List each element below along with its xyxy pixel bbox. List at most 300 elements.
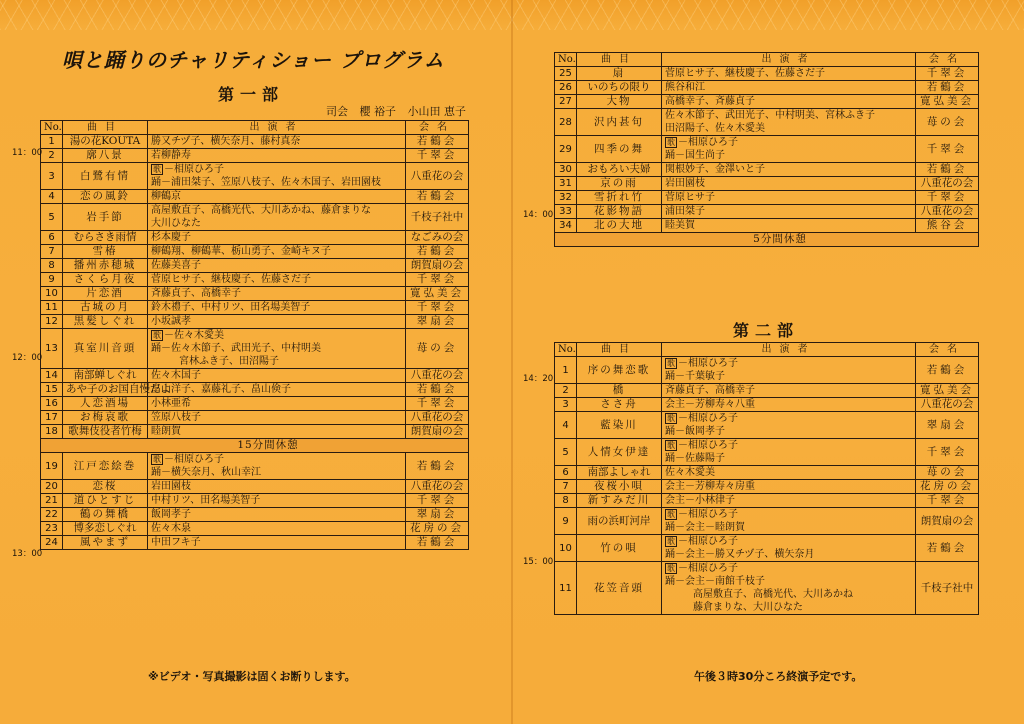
performer-line: 鈴木禮子、中村リツ、田名場美智子 <box>151 302 311 313</box>
performers-cell <box>148 494 406 508</box>
row-number: 11 <box>555 562 577 615</box>
performers-cell <box>662 384 916 398</box>
performer-line: 佐々木国子 <box>151 370 201 381</box>
performer-line: 柳鶴翔、柳鶴華、栃山勇子、金崎キヌ子 <box>151 246 331 257</box>
song-title: おもろい夫婦 <box>577 163 662 177</box>
song-title: お梅哀歌 <box>63 411 148 425</box>
group-name: 千翠会 <box>406 494 469 508</box>
table-row <box>41 522 469 536</box>
performers-cell <box>148 383 406 397</box>
performers-cell <box>662 466 916 480</box>
row-number: 6 <box>555 466 577 480</box>
time-marker: 12：00 <box>12 353 43 363</box>
performer-line: 踊－会主－勝又チヅ子、横矢奈月 <box>665 549 815 560</box>
group-name: 千翠会 <box>916 494 979 508</box>
group-name: 朗賀扇の会 <box>406 425 469 439</box>
row-number: 26 <box>555 81 577 95</box>
song-title: いのちの限り <box>577 81 662 95</box>
table-row <box>555 109 979 136</box>
table-row <box>41 190 469 204</box>
performer-line: 斉藤貞子、高橋幸子 <box>151 288 241 299</box>
part1-heading: 第一部 <box>218 85 285 104</box>
row-number: 31 <box>555 177 577 191</box>
table-row <box>555 439 979 466</box>
song-marker-box: 歌 <box>153 455 161 464</box>
performers-cell <box>662 535 916 562</box>
col-song: 曲目 <box>577 343 662 357</box>
table-row <box>555 466 979 480</box>
part2-heading: 第二部 <box>733 321 800 340</box>
group-name: 花房の会 <box>916 480 979 494</box>
table-row <box>41 163 469 190</box>
performers-cell <box>148 149 406 163</box>
performer-line: 歌 －相原ひろ子 <box>667 509 738 520</box>
performer-line: 藤倉まりな、大川ひなた <box>693 602 803 613</box>
time-marker: 15：00 <box>523 557 554 567</box>
performers-cell <box>662 439 916 466</box>
song-title: 新すみだ川 <box>577 494 662 508</box>
performers-cell <box>148 329 406 369</box>
performer-line: 歌 －相原ひろ子 <box>667 358 738 369</box>
performers-cell <box>662 398 916 412</box>
row-number: 32 <box>555 191 577 205</box>
row-number: 34 <box>555 219 577 233</box>
song-title: 恋の風鈴 <box>63 190 148 204</box>
row-number: 2 <box>555 384 577 398</box>
host-name-1: 櫻 裕子 <box>359 105 396 118</box>
end-time-notice: 午後３時30分ころ終演予定です。 <box>694 670 863 683</box>
song-marker-box: 歌 <box>667 441 675 450</box>
performer-line: 中村リツ、田名場美智子 <box>151 495 261 506</box>
performer-line: 飯岡孝子 <box>151 509 191 520</box>
table-row <box>41 411 469 425</box>
group-name: 若鶴会 <box>916 535 979 562</box>
performer-line: 歌 －相原ひろ子 <box>667 536 738 547</box>
performer-line: 中田フキ子 <box>151 537 201 548</box>
song-title: 歌舞伎役者竹梅 <box>63 425 148 439</box>
performer-line: 菅原ヒサ子、継枝慶子、佐藤さだ子 <box>151 274 311 285</box>
song-title: 人恋酒場 <box>63 397 148 411</box>
performers-cell <box>148 190 406 204</box>
performer-line: 佐藤美喜子 <box>151 260 201 271</box>
performer-line: 踊－飯岡孝子 <box>665 426 725 437</box>
performer-line: 浦田桀子 <box>665 206 705 217</box>
table-row <box>41 453 469 480</box>
performers-cell <box>148 135 406 149</box>
intermission-label: 15分間休憩 <box>41 439 469 453</box>
performers-cell <box>148 231 406 245</box>
performers-cell <box>662 67 916 81</box>
group-name: 千翠会 <box>916 67 979 81</box>
row-number: 9 <box>41 273 63 287</box>
performer-line: 菅原ヒサ子、継枝慶子、佐藤さだ子 <box>665 68 825 79</box>
table-row <box>41 397 469 411</box>
group-name: 千翠会 <box>406 149 469 163</box>
performers-cell <box>148 369 406 383</box>
group-name: 花房の会 <box>406 522 469 536</box>
table-row <box>41 204 469 231</box>
performers-cell <box>148 411 406 425</box>
performers-cell <box>662 219 916 233</box>
row-number: 5 <box>41 204 63 231</box>
col-performers: 出演者 <box>148 121 406 135</box>
song-title: むらさき雨情 <box>63 231 148 245</box>
row-number: 10 <box>41 287 63 301</box>
performers-cell <box>662 562 916 615</box>
performer-line: 大川ひなた <box>151 218 201 229</box>
song-title: 雪椿 <box>63 245 148 259</box>
song-title: 人情女伊達 <box>577 439 662 466</box>
performer-line: 歌 －相原ひろ子 <box>153 164 224 175</box>
song-title: 雨の浜町河岸 <box>577 508 662 535</box>
col-song: 曲目 <box>577 53 662 67</box>
table-row <box>41 315 469 329</box>
song-title: 古城の月 <box>63 301 148 315</box>
performers-cell <box>662 494 916 508</box>
performers-cell <box>148 397 406 411</box>
group-name: 八重花の会 <box>406 480 469 494</box>
row-number: 10 <box>555 535 577 562</box>
table-row <box>555 357 979 384</box>
song-marker-box: 歌 <box>153 165 161 174</box>
performers-cell <box>148 287 406 301</box>
col-performers: 出演者 <box>662 53 916 67</box>
group-name: 若鶴会 <box>406 245 469 259</box>
table-row <box>555 398 979 412</box>
group-name: 八重花の会 <box>406 369 469 383</box>
table-header <box>555 343 979 357</box>
performer-line: 歌 －相原ひろ子 <box>153 454 224 465</box>
song-marker-box: 歌 <box>667 359 675 368</box>
song-title: 雪折れ竹 <box>577 191 662 205</box>
group-name: 寛弘美会 <box>916 384 979 398</box>
song-marker-box: 歌 <box>667 537 675 546</box>
performer-line: 踊－佐藤陽子 <box>665 453 725 464</box>
center-fold <box>511 0 513 724</box>
row-number: 20 <box>41 480 63 494</box>
row-number: 30 <box>555 163 577 177</box>
row-number: 19 <box>41 453 63 480</box>
table-row <box>555 136 979 163</box>
song-marker-box: 歌 <box>667 510 675 519</box>
row-number: 14 <box>41 369 63 383</box>
performer-line: 踊－会主－睦朗賀 <box>665 522 745 533</box>
song-title: 岩手節 <box>63 204 148 231</box>
performer-line: 歌 －相原ひろ子 <box>667 413 738 424</box>
performers-cell <box>148 425 406 439</box>
song-title: 恋桜 <box>63 480 148 494</box>
song-title: あや子のお国自慢だよ <box>63 383 148 397</box>
intermission-label: 5分間休憩 <box>555 233 979 247</box>
host-line <box>326 103 474 119</box>
group-name: 千翠会 <box>406 273 469 287</box>
row-number: 33 <box>555 205 577 219</box>
song-title: 橋 <box>577 384 662 398</box>
host-name-2: 小山田 恵子 <box>407 105 466 118</box>
performer-line: 歌 －相原ひろ子 <box>667 563 738 574</box>
group-name: 苺の会 <box>916 466 979 480</box>
group-name: 翠扇会 <box>916 412 979 439</box>
host-label: 司会 <box>326 105 348 118</box>
performer-line: 踊－会主－南館千枝子 <box>665 576 765 587</box>
performer-line: 歌 －佐々木愛美 <box>153 330 224 341</box>
performers-cell <box>148 259 406 273</box>
table-row <box>41 149 469 163</box>
table-row <box>555 412 979 439</box>
col-no: No. <box>41 121 63 135</box>
performers-cell <box>148 245 406 259</box>
row-number: 12 <box>41 315 63 329</box>
group-name: 若鶴会 <box>406 383 469 397</box>
performer-line: 柳鶴京 <box>151 191 181 202</box>
row-number: 17 <box>41 411 63 425</box>
song-marker-box: 歌 <box>667 414 675 423</box>
group-name: 翠扇会 <box>406 508 469 522</box>
row-number: 25 <box>555 67 577 81</box>
row-number: 29 <box>555 136 577 163</box>
performer-line: 踊－横矢奈月、秋山幸江 <box>151 467 261 478</box>
performer-line: 踊－佐々木節子、武田光子、中村明美 <box>151 343 321 354</box>
performers-cell <box>662 95 916 109</box>
performers-cell <box>662 177 916 191</box>
row-number: 22 <box>41 508 63 522</box>
performers-cell <box>662 136 916 163</box>
part1-table <box>40 120 469 550</box>
performers-cell <box>662 191 916 205</box>
group-name: 八重花の会 <box>916 177 979 191</box>
table-row <box>41 369 469 383</box>
table-row <box>41 273 469 287</box>
performer-line: 熊谷和江 <box>665 82 705 93</box>
table-row <box>41 480 469 494</box>
song-title: 風やまず <box>63 536 148 550</box>
row-number: 9 <box>555 508 577 535</box>
song-title: 白鷺有情 <box>63 163 148 190</box>
break-row <box>555 233 979 247</box>
song-title: 真室川音頭 <box>63 329 148 369</box>
group-name: 寛弘美会 <box>406 287 469 301</box>
col-group: 会名 <box>916 53 979 67</box>
col-no: No. <box>555 53 577 67</box>
table-row <box>41 245 469 259</box>
table-header <box>555 53 979 67</box>
row-number: 8 <box>555 494 577 508</box>
group-name: 千翠会 <box>406 301 469 315</box>
song-title: 竹の唄 <box>577 535 662 562</box>
performers-cell <box>148 536 406 550</box>
table-row <box>555 562 979 615</box>
row-number: 23 <box>41 522 63 536</box>
row-number: 7 <box>41 245 63 259</box>
performers-cell <box>662 412 916 439</box>
song-title: さくら月夜 <box>63 273 148 287</box>
table-row <box>41 287 469 301</box>
row-number: 3 <box>555 398 577 412</box>
performers-cell <box>148 204 406 231</box>
group-name: 八重花の会 <box>916 205 979 219</box>
performer-line: 畠山洋子、嘉藤礼子、畠山倹子 <box>151 384 291 395</box>
performers-cell <box>662 480 916 494</box>
col-group: 会名 <box>916 343 979 357</box>
song-title: 江戸恋絵巻 <box>63 453 148 480</box>
time-marker: 11：00 <box>12 148 43 158</box>
group-name: 若鶴会 <box>916 357 979 384</box>
table-row <box>41 301 469 315</box>
performer-line: 菅原ヒサ子 <box>665 192 715 203</box>
song-marker-box: 歌 <box>153 331 161 340</box>
row-number: 7 <box>555 480 577 494</box>
part1-continued-table <box>554 52 979 247</box>
song-title: 夜桜小唄 <box>577 480 662 494</box>
row-number: 16 <box>41 397 63 411</box>
performer-line: 佐々木愛美 <box>665 467 715 478</box>
performers-cell <box>148 301 406 315</box>
row-number: 24 <box>41 536 63 550</box>
table-row <box>555 191 979 205</box>
row-number: 3 <box>41 163 63 190</box>
performer-line: 歌 －相原ひろ子 <box>667 440 738 451</box>
row-number: 27 <box>555 95 577 109</box>
performers-cell <box>662 357 916 384</box>
table-row <box>555 177 979 191</box>
group-name: 千枝子社中 <box>406 204 469 231</box>
table-row <box>555 95 979 109</box>
performer-line: 歌 －相原ひろ子 <box>667 137 738 148</box>
group-name: 寛弘美会 <box>916 95 979 109</box>
performers-cell <box>662 205 916 219</box>
song-title: 京の雨 <box>577 177 662 191</box>
group-name: 若鶴会 <box>916 163 979 177</box>
time-marker: 14：00 <box>523 210 554 220</box>
group-name: 朗賀扇の会 <box>406 259 469 273</box>
song-marker-box: 歌 <box>667 138 675 147</box>
group-name: なごみの会 <box>406 231 469 245</box>
performer-line: 踊－千葉敏子 <box>665 371 725 382</box>
table-row <box>555 163 979 177</box>
performer-line: 小林亜希 <box>151 398 191 409</box>
group-name: 苺の会 <box>406 329 469 369</box>
performers-cell <box>662 508 916 535</box>
song-title: 北の大地 <box>577 219 662 233</box>
table-row <box>41 383 469 397</box>
table-row <box>555 384 979 398</box>
song-title: 沢内甚句 <box>577 109 662 136</box>
song-title: 南部蝉しぐれ <box>63 369 148 383</box>
performer-line: 高屋敷直子、高橋光代、大川あかね <box>693 589 853 600</box>
row-number: 1 <box>555 357 577 384</box>
group-name: 若鶴会 <box>406 135 469 149</box>
row-number: 13 <box>41 329 63 369</box>
group-name: 熊谷会 <box>916 219 979 233</box>
group-name: 千枝子社中 <box>916 562 979 615</box>
row-number: 15 <box>41 383 63 397</box>
song-title: 湯の花KOUTA <box>63 135 148 149</box>
table-row <box>41 494 469 508</box>
performers-cell <box>148 453 406 480</box>
performer-line: 睦美賀 <box>665 220 695 231</box>
song-title: 南部よしゃれ <box>577 466 662 480</box>
performers-cell <box>662 163 916 177</box>
program-title: 唄と踊りのチャリティショー プログラム <box>62 48 445 72</box>
group-name: 八重花の会 <box>406 411 469 425</box>
break-row <box>41 439 469 453</box>
performer-line: 岩田園枝 <box>665 178 705 189</box>
performers-cell <box>148 163 406 190</box>
time-marker: 13：00 <box>12 549 43 559</box>
time-marker: 14：20 <box>523 374 554 384</box>
song-title: 四季の舞 <box>577 136 662 163</box>
photo-notice: ※ビデオ・写真撮影は固くお断りします。 <box>148 670 356 683</box>
performers-cell <box>148 480 406 494</box>
row-number: 5 <box>555 439 577 466</box>
song-title: 序の舞恋歌 <box>577 357 662 384</box>
table-row <box>555 205 979 219</box>
table-header <box>41 121 469 135</box>
performers-cell <box>662 109 916 136</box>
song-title: 博多恋しぐれ <box>63 522 148 536</box>
performer-line: 小坂誠孝 <box>151 316 191 327</box>
performer-line: 宮林ふき子、田沼陽子 <box>179 356 279 367</box>
performer-line: 踊－浦田桀子、笠原八枝子、佐々木国子、岩田園枝 <box>151 177 381 188</box>
col-song: 曲目 <box>63 121 148 135</box>
group-name: 千翠会 <box>916 439 979 466</box>
song-title: 片恋酒 <box>63 287 148 301</box>
table-row <box>555 508 979 535</box>
performer-line: 会主－芳柳寿々八重 <box>665 399 755 410</box>
col-performers: 出演者 <box>662 343 916 357</box>
performer-line: 会主－芳柳寿々房重 <box>665 481 755 492</box>
group-name: 朗賀扇の会 <box>916 508 979 535</box>
row-number: 21 <box>41 494 63 508</box>
row-number: 4 <box>555 412 577 439</box>
performer-line: 会主－小林律子 <box>665 495 735 506</box>
table-row <box>555 81 979 95</box>
group-name: 若鶴会 <box>916 81 979 95</box>
song-title: 播州赤穂城 <box>63 259 148 273</box>
performer-line: 関根妙子、金澤いと子 <box>665 164 765 175</box>
song-title: 花笠音頭 <box>577 562 662 615</box>
row-number: 18 <box>41 425 63 439</box>
performers-cell <box>148 315 406 329</box>
group-name: 千翠会 <box>406 397 469 411</box>
row-number: 11 <box>41 301 63 315</box>
performer-line: 高屋敷直子、高橋光代、大川あかね、藤倉まりな <box>151 205 371 216</box>
performer-line: 岩田園枝 <box>151 481 191 492</box>
row-number: 28 <box>555 109 577 136</box>
group-name: 若鶴会 <box>406 536 469 550</box>
row-number: 1 <box>41 135 63 149</box>
group-name: 苺の会 <box>916 109 979 136</box>
performer-line: 勝又チヅ子、横矢奈月、藤村真奈 <box>151 136 301 147</box>
song-marker-box: 歌 <box>667 564 675 573</box>
table-row <box>41 425 469 439</box>
performer-line: 笠原八枝子 <box>151 412 201 423</box>
performer-line: 斉藤貞子、高橋幸子 <box>665 385 755 396</box>
song-title: 黒髪しぐれ <box>63 315 148 329</box>
table-row <box>41 231 469 245</box>
performers-cell <box>148 508 406 522</box>
col-no: No. <box>555 343 577 357</box>
group-name: 翠扇会 <box>406 315 469 329</box>
table-row <box>555 535 979 562</box>
part2-table <box>554 342 979 615</box>
table-row <box>41 329 469 369</box>
performers-cell <box>148 522 406 536</box>
row-number: 6 <box>41 231 63 245</box>
col-group: 会名 <box>406 121 469 135</box>
performer-line: 若柳静寿 <box>151 150 191 161</box>
table-row <box>41 259 469 273</box>
